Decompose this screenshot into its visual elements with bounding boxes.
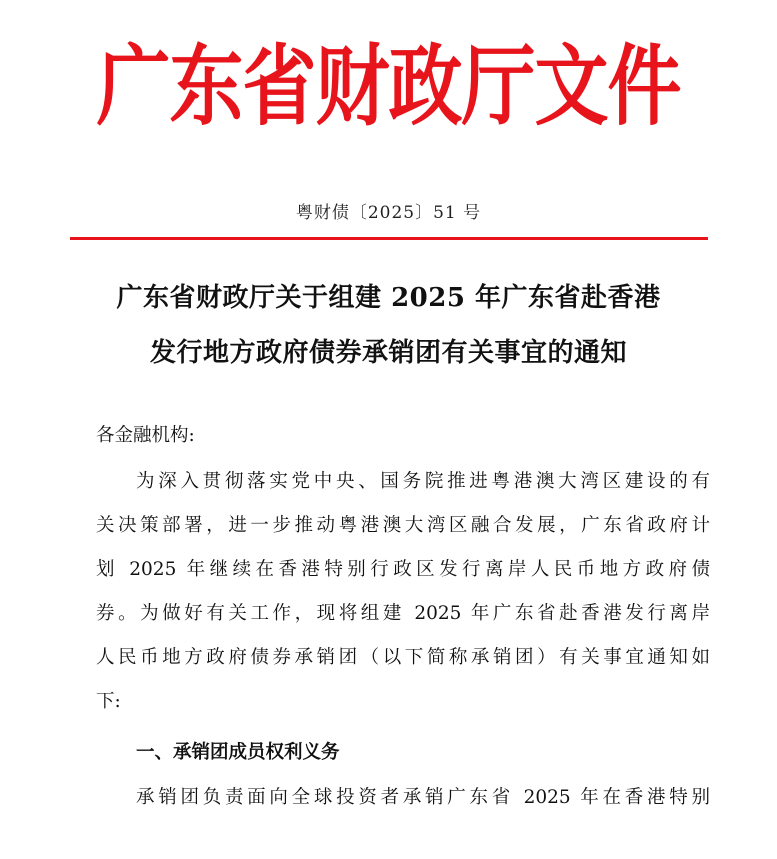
paragraph-1-line-6: 下: [96, 691, 121, 712]
notice-title-line-1: 广东省财政厅关于组建 2025 年广东省赴香港 [116, 283, 661, 313]
letterhead-title: 广东省财政厅文件 [96, 36, 681, 138]
paragraph-1-line-1: 为深入贯彻落实党中央、国务院推进粤港澳大湾区建设的有 [136, 471, 710, 492]
paragraph-2-line-1: 承销团负责面向全球投资者承销广东省 2025 年在香港特别 [136, 787, 710, 808]
paragraph-1-line-3: 划 2025 年继续在香港特别行政区发行离岸人民币地方政府债 [96, 559, 710, 580]
red-divider [70, 237, 708, 240]
section-1-heading: 一、承销团成员权利义务 [136, 742, 340, 763]
document-number: 粤财债〔2025〕51 号 [295, 203, 482, 223]
notice-title-line-2: 发行地方政府债券承销团有关事宜的通知 [149, 338, 627, 368]
salutation: 各金融机构: [96, 425, 195, 446]
paragraph-1-line-2: 关决策部署，进一步推动粤港澳大湾区融合发展，广东省政府计 [96, 515, 710, 536]
paragraph-1-line-5: 人民币地方政府债券承销团（以下简称承销团）有关事宜通知如 [96, 647, 710, 668]
paragraph-1-line-4: 券。为做好有关工作，现将组建 2025 年广东省赴香港发行离岸 [96, 603, 710, 624]
